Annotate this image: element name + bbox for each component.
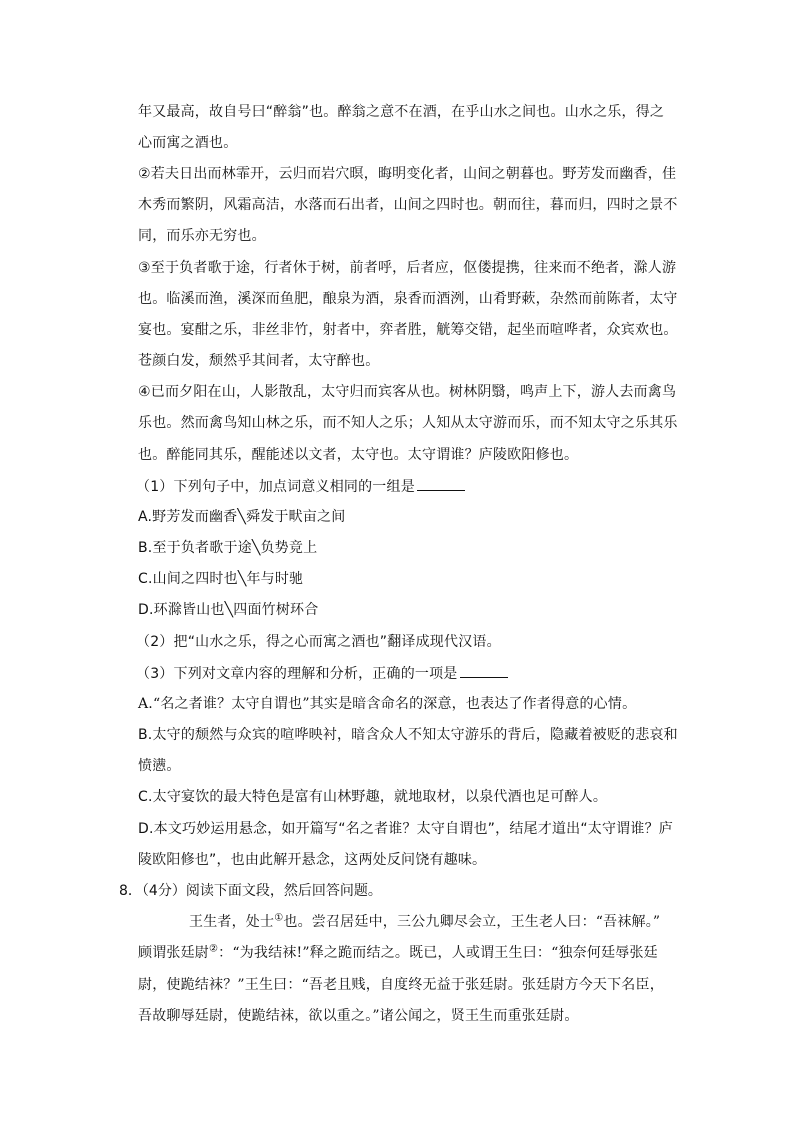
passage-line: ③至于负者歌于途，行者休于树，前者呼，后者应，伛偻提携，往来而不绝者，滁人游 <box>138 260 677 276</box>
option-c: C.山间之四时也╲年与时驰 <box>138 571 304 587</box>
question-stem: （1）下列句子中，加点词意义相同的一组是 <box>136 476 465 497</box>
reading-line: 王生者，处士①也。尝召居廷中，三公九卿尽会立，王生老人曰：“吾袜解。” <box>189 912 661 930</box>
footnote-marker: ② <box>209 943 219 955</box>
option-d-continued: 陵欧阳修也”，也由此解开悬念，这两处反问饶有趣味。 <box>138 852 487 868</box>
passage-line: 宴也。宴酣之乐，非丝非竹，射者中，弈者胜，觥筹交错，起坐而喧哗者，众宾欢也。 <box>138 322 678 338</box>
passage-line: ④已而夕阳在山，人影散乱，太守归而宾客从也。树林阴翳，鸣声上下，游人去而禽鸟 <box>138 384 677 400</box>
option-a: A.野芳发而幽香╲舜发于畎亩之间 <box>138 509 346 525</box>
question-stem: （3）下列对文章内容的理解和分析，正确的一项是 <box>136 663 508 684</box>
reading-line: 吾故聊辱廷尉，使跪结袜，欲以重之。”诸公闻之，贤王生而重张廷尉。 <box>138 1008 579 1024</box>
passage-line: 苍颜白发，颓然乎其间者，太守醉也。 <box>138 353 380 369</box>
question-number: 8． <box>119 883 142 899</box>
option-b: B.太守的颓然与众宾的喧哗映衬，暗含众人不知太守游乐的背后，隐藏着被贬的悲哀和 <box>138 727 678 743</box>
option-b-continued: 愤懑。 <box>138 758 181 774</box>
passage-line: 心而寓之酒也。 <box>138 135 238 151</box>
passage-line: 年又最高，故自号曰“醉翁”也。醉翁之意不在酒，在乎山水之间也。山水之乐，得之 <box>138 104 665 120</box>
question-stem: （2）把“山水之乐，得之心而寓之酒也”翻译成现代汉语。 <box>136 634 501 650</box>
passage-line: ②若夫日出而林霏开，云归而岩穴暝，晦明变化者，山间之朝暮也。野芳发而幽香，佳 <box>138 166 677 182</box>
option-d: D.环滁皆山也╲四面竹树环合 <box>138 602 319 618</box>
option-c: C.太守宴饮的最大特色是富有山林野趣，就地取材，以泉代酒也足可醉人。 <box>138 789 608 805</box>
passage-line: 也。醉能同其乐，醒能述以文者，太守也。太守谓谁？庐陵欧阳修也。 <box>138 447 579 463</box>
option-a: A.“名之者谁？太守自谓也”其实是暗含命名的深意，也表达了作者得意的心情。 <box>138 696 637 712</box>
option-d: D.本文巧妙运用悬念，如开篇写“名之者谁？太守自谓也”，结尾才道出“太守谓谁？庐 <box>138 821 673 837</box>
reading-line: 顾谓张廷尉②：“为我结袜!”释之跪而结之。既已，人或谓王生曰：“独奈何廷辱张廷 <box>138 943 658 961</box>
option-b: B.至于负者歌于途╲负势竞上 <box>138 540 318 556</box>
footnote-marker: ① <box>274 912 284 924</box>
passage-line: 木秀而繁阴，风霜高洁，水落而石出者，山间之四时也。朝而往，暮而归，四时之景不 <box>138 197 678 213</box>
question-stem: （4分）阅读下面文段，然后回答问题。 <box>141 883 382 899</box>
passage-line: 乐也。然而禽鸟知山林之乐，而不知人之乐；人知从太守游而乐，而不知太守之乐其乐 <box>138 415 678 431</box>
passage-line: 也。临溪而渔，溪深而鱼肥，酿泉为酒，泉香而酒洌，山肴野蔌，杂然而前陈者，太守 <box>138 291 678 307</box>
passage-line: 同，而乐亦无穷也。 <box>138 228 266 244</box>
answer-blank[interactable] <box>460 663 508 678</box>
question-header <box>119 881 382 901</box>
reading-line: 尉，使跪结袜？”王生曰：“吾老且贱，自度终无益于张廷尉。张廷尉方今天下名臣， <box>138 977 664 993</box>
answer-blank[interactable] <box>417 476 465 491</box>
